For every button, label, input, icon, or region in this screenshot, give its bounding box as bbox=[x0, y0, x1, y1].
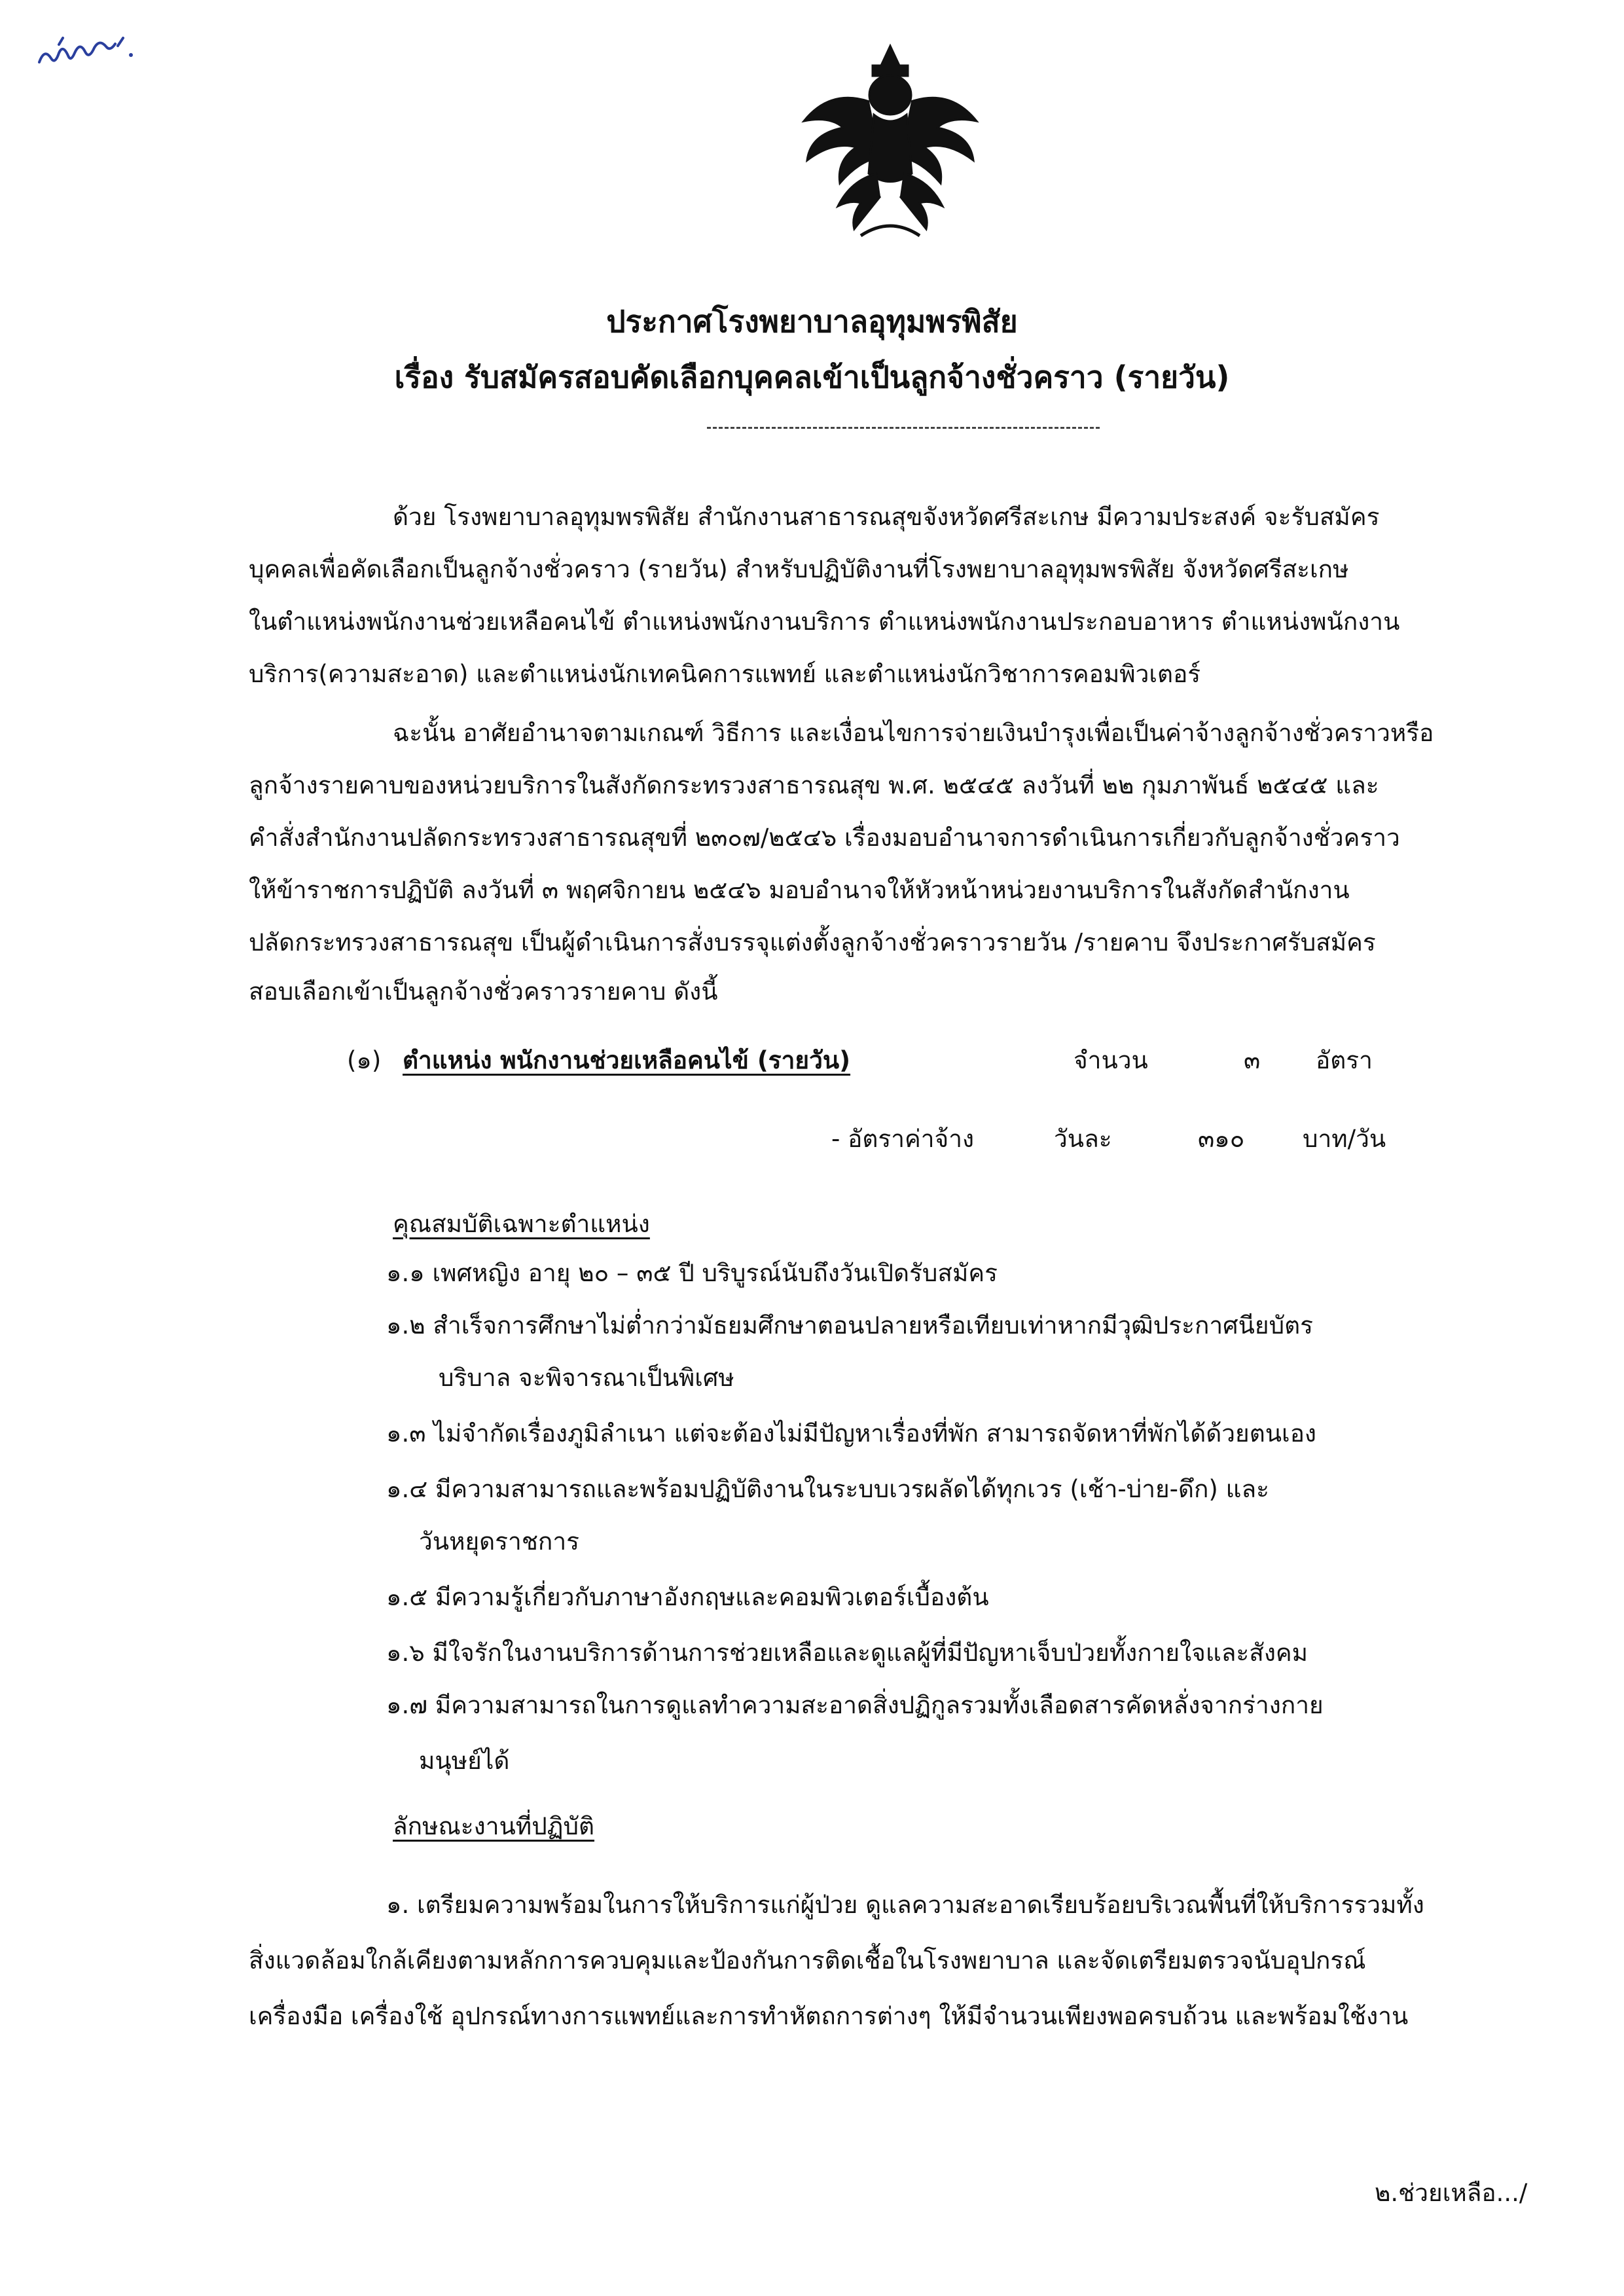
qualification-item: ๑.๔ มีความสามารถและพร้อมปฏิบัติงานในระบบเวรผลัดได้ทุกเวร (เช้า-บ่าย-ดึก) และ bbox=[386, 1475, 1270, 1503]
qualification-item-continued: มนุษย์ได้ bbox=[419, 1747, 510, 1775]
paragraph1-line-4: บริการ(ความสะอาด) และตำแหน่งนักเทคนิคการแพทย์ และตำแหน่งนักวิชาการคอมพิวเตอร์ bbox=[249, 660, 1201, 688]
qualification-item: ๑.๖ มีใจรักในงานบริการด้านการช่วยเหลือและดูแลผู้ที่มีปัญหาเจ็บป่วยทั้งกายใจและสังคม bbox=[386, 1639, 1308, 1667]
position-count: ๓ bbox=[1244, 1046, 1261, 1074]
wage-label: - อัตราค่าจ้าง bbox=[831, 1125, 975, 1153]
position-label: ตำแหน่ง พนักงานช่วยเหลือคนไข้ (รายวัน) bbox=[403, 1046, 851, 1074]
qualifications-heading: คุณสมบัติเฉพาะตำแหน่ง bbox=[393, 1210, 650, 1238]
paragraph1-line-2: บุคคลเพื่อคัดเลือกเป็นลูกจ้างชั่วคราว (รายวัน) สำหรับปฏิบัติงานที่โรงพยาบาลอุทุมพรพิสัย จังหวัดศรีสะเกษ bbox=[249, 555, 1349, 583]
paragraph2-line-3: คำสั่งสำนักงานปลัดกระทรวงสาธารณสุขที่ ๒๓๐๗/๒๕๔๖ เรื่องมอบอำนาจการดำเนินการเกี่ยวกับลูกจ้างชั่วคราว bbox=[249, 824, 1400, 852]
wage-unit: บาท/วัน bbox=[1303, 1125, 1386, 1153]
position-count-unit: อัตรา bbox=[1316, 1046, 1373, 1074]
duty-line-1: ๑. เตรียมความพร้อมในการให้บริการแก่ผู้ป่วย ดูแลความสะอาดเรียบร้อยบริเวณพื้นที่ให้บริการรวมทั้ง bbox=[386, 1891, 1424, 1919]
announcement-subject: เรื่อง รับสมัครสอบคัดเลือกบุคคลเข้าเป็นลูกจ้างชั่วคราว (รายวัน) bbox=[394, 359, 1230, 395]
paragraph1-line-3: ในตำแหน่งพนักงานช่วยเหลือคนไข้ ตำแหน่งพนักงานบริการ ตำแหน่งพนักงานประกอบอาหาร ตำแหน่งพนักงาน bbox=[249, 608, 1400, 636]
paragraph2-line-5: ปลัดกระทรวงสาธารณสุข เป็นผู้ดำเนินการสั่งบรรจุแต่งตั้งลูกจ้างชั่วคราวรายวัน /รายคาบ จึงประกาศรับสมัคร bbox=[249, 928, 1376, 957]
qualification-item: ๑.๒ สำเร็จการศึกษาไม่ต่ำกว่ามัธยมศึกษาตอนปลายหรือเทียบเท่าหากมีวุฒิประกาศนียบัตร bbox=[386, 1311, 1313, 1339]
qualification-item-continued: บริบาล จะพิจารณาเป็นพิเศษ bbox=[439, 1364, 734, 1392]
qualification-item: ๑.๗ มีความสามารถในการดูแลทำความสะอาดสิ่งปฏิกูลรวมทั้งเลือดสารคัดหลั่งจากร่างกาย bbox=[386, 1691, 1324, 1719]
qualification-item: ๑.๓ ไม่จำกัดเรื่องภูมิลำเนา แต่จะต้องไม่มีปัญหาเรื่องที่พัก สามารถจัดหาที่พักได้ด้วยตนเอง bbox=[386, 1419, 1316, 1448]
qualification-item: ๑.๑ เพศหญิง อายุ ๒๐ – ๓๕ ปี บริบูรณ์นับถึงวันเปิดรับสมัคร bbox=[386, 1259, 998, 1287]
duties-heading: ลักษณะงานที่ปฏิบัติ bbox=[393, 1812, 595, 1840]
garuda-emblem-icon bbox=[795, 39, 985, 242]
position-count-label: จำนวน bbox=[1074, 1046, 1148, 1074]
paragraph1-line-1: ด้วย โรงพยาบาลอุทุมพรพิสัย สำนักงานสาธารณสุขจังหวัดศรีสะเกษ มีความประสงค์ จะรับสมัคร bbox=[393, 503, 1380, 531]
paragraph2-line-2: ลูกจ้างรายคาบของหน่วยบริการในสังกัดกระทรวงสาธารณสุข พ.ศ. ๒๕๔๕ ลงวันที่ ๒๒ กุมภาพันธ์ ๒๕๔๕ และ bbox=[249, 771, 1379, 799]
wage-amount: ๓๑๐ bbox=[1198, 1125, 1245, 1153]
wage-period: วันละ bbox=[1054, 1125, 1112, 1153]
duty-line-3: เครื่องมือ เครื่องใช้ อุปกรณ์ทางการแพทย์และการทำหัตถการต่างๆ ให้มีจำนวนเพียงพอครบถ้วน และพร้อมใช้งาน bbox=[249, 2002, 1409, 2030]
title-divider bbox=[707, 427, 1100, 429]
page-continuation: ๒.ช่วยเหลือ.../ bbox=[1375, 2179, 1528, 2207]
paragraph2-line-6: สอบเลือกเข้าเป็นลูกจ้างชั่วคราวรายคาบ ดังนี้ bbox=[249, 977, 718, 1006]
announcement-title: ประกาศโรงพยาบาลอุทุมพรพิสัย bbox=[606, 304, 1018, 339]
position-number: (๑) bbox=[347, 1046, 382, 1074]
qualification-item: ๑.๕ มีความรู้เกี่ยวกับภาษาอังกฤษและคอมพิวเตอร์เบื้องต้น bbox=[386, 1583, 989, 1611]
handwritten-mark bbox=[33, 26, 137, 79]
duty-line-2: สิ่งแวดล้อมใกล้เคียงตามหลักการควบคุมและป้องกันการติดเชื้อในโรงพยาบาล และจัดเตรียมตรวจนับอุปกรณ์ bbox=[249, 1946, 1366, 1975]
paragraph2-line-4: ให้ข้าราชการปฏิบัติ ลงวันที่ ๓ พฤศจิกายน ๒๕๔๖ มอบอำนาจให้หัวหน้าหน่วยงานบริการในสังกัดสำนักงาน bbox=[249, 876, 1350, 904]
qualification-item-continued: วันหยุดราชการ bbox=[419, 1527, 579, 1556]
paragraph2-line-1: ฉะนั้น อาศัยอำนาจตามเกณฑ์ วิธีการ และเงื่อนไขการจ่ายเงินบำรุงเพื่อเป็นค่าจ้างลูกจ้างชั่วคราวหรือ bbox=[393, 719, 1434, 747]
